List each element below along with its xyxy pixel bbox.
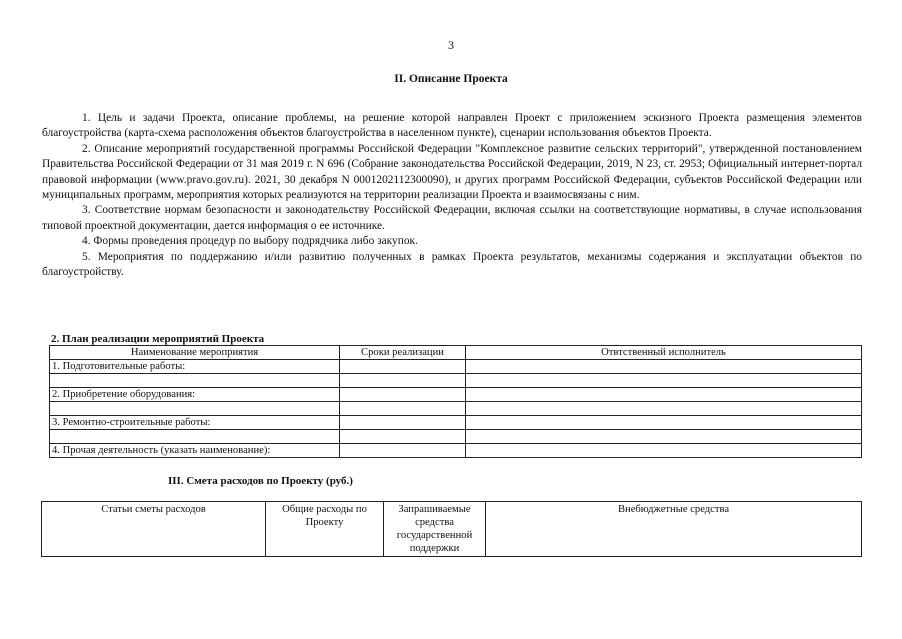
paragraph-1: 1. Цель и задачи Проекта, описание проблемы, на решение которой направлен Проект с приложением эскизного Проекта размещения элементов благоустройства (карта-схема расположения объектов благоустройства в населенном пункте), сценарии использования объектов Проекта. <box>42 112 862 140</box>
table-cell <box>50 374 340 388</box>
smeta-header-row <box>42 502 862 557</box>
paragraph-4: 4. Формы проведения процедур по выбору подрядчика либо закупок. <box>82 235 418 248</box>
section-title: II. Описание Проекта <box>394 73 508 85</box>
plan-table <box>49 345 862 458</box>
table-cell <box>340 402 466 416</box>
smeta-table <box>41 501 862 557</box>
plan-group-label: 1. Подготовительные работы: <box>50 360 340 374</box>
plan-group-label: 4. Прочая деятельность (указать наименование): <box>50 444 340 458</box>
table-cell <box>466 416 862 430</box>
paragraph-2: 2. Описание мероприятий государственной программы Российской Федерации "Комплексное развитие сельских территорий", утвержденной постановлением Правительства Российской Федерации от 31 мая 2019 г. N 696 (Собрание законодательства Российской Федерации, 2019, N 23, ст. 2953; Официальный интернет-портал правовой информации (www.pravo.gov.ru). 2021, 30 декабря N 0001202112300090), и других программ Российской Федерации, субъектов Российской Федерации или муниципальных программ, мероприятия которых реализуются на территории реализации Проекта и взаимосвязаны с ним. <box>42 142 862 202</box>
table-cell <box>340 360 466 374</box>
plan-empty-row <box>50 402 862 416</box>
table-cell <box>466 388 862 402</box>
plan-group-row <box>50 444 862 458</box>
plan-group-row <box>50 360 862 374</box>
plan-title: 2. План реализации мероприятий Проекта <box>51 333 265 345</box>
table-cell <box>340 388 466 402</box>
paragraph-5: 5. Мероприятия по поддержанию и/или развитию полученных в рамках Проекта результатов, механизмы содержания и эксплуатации объектов по благоустройству. <box>42 250 862 279</box>
smeta-header-requested: Запрашиваемые средства государственной поддержки <box>384 502 486 557</box>
table-cell <box>466 360 862 374</box>
table-cell <box>466 444 862 458</box>
table-cell <box>340 444 466 458</box>
table-cell <box>466 402 862 416</box>
plan-header-row <box>50 346 862 360</box>
plan-group-label: 2. Приобретение оборудования: <box>50 388 340 402</box>
table-cell <box>50 402 340 416</box>
smeta-header-offbudget: Внебюджетные средства <box>486 502 862 557</box>
plan-group-row <box>50 388 862 402</box>
plan-group-row <box>50 416 862 430</box>
plan-empty-row <box>50 430 862 444</box>
paragraph-3: 3. Соответствие нормам безопасности и законодательству Российской Федерации, включая ссылки на соответствующие нормативы, в случае использования типовой проектной документации, дается информация о ее источнике. <box>42 204 862 232</box>
smeta-header-items: Статьи сметы расходов <box>42 502 266 557</box>
table-cell <box>340 416 466 430</box>
table-cell <box>340 430 466 444</box>
plan-empty-row <box>50 374 862 388</box>
plan-header-name: Наименование мероприятия <box>50 346 340 360</box>
plan-group-label: 3. Ремонтно-строительные работы: <box>50 416 340 430</box>
description-paragraphs <box>42 111 862 280</box>
table-cell <box>50 430 340 444</box>
smeta-header-total: Общие расходы по Проекту <box>266 502 384 557</box>
smeta-title: III. Смета расходов по Проекту (руб.) <box>168 475 353 487</box>
page-number: 3 <box>448 38 454 52</box>
table-cell <box>340 374 466 388</box>
table-cell <box>466 374 862 388</box>
plan-header-dates: Сроки реализации <box>340 346 466 360</box>
table-cell <box>466 430 862 444</box>
plan-header-responsible: Отвтственный исполнитель <box>466 346 862 360</box>
